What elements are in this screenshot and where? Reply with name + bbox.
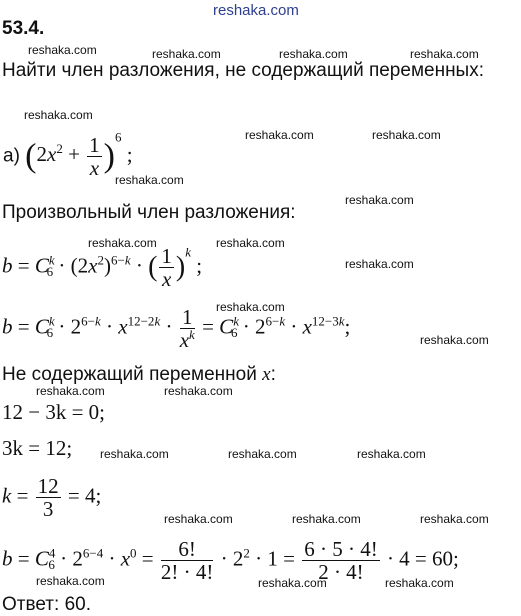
equation-3: k = $\frac{12}{3}$ = 4; bbox=[2, 474, 102, 522]
watermark: reshaka.com bbox=[245, 128, 314, 142]
fraction: $\frac{1}{x}$ bbox=[89, 133, 100, 181]
watermark: reshaka.com bbox=[28, 43, 97, 57]
watermark: reshaka.com bbox=[258, 576, 327, 590]
watermark: reshaka.com bbox=[100, 447, 169, 461]
watermark: reshaka.com bbox=[164, 512, 233, 526]
problem-number: 53.4. bbox=[2, 18, 45, 39]
watermark: reshaka.com bbox=[345, 257, 414, 271]
answer-label: Ответ: bbox=[2, 594, 60, 615]
part-a-expression: а) ($2x^2$ + $\frac{1}{x}$ )$^6$ ; bbox=[3, 129, 133, 181]
final-computation: $b = C^4_6 \cdot 2^{6-4} \cdot x^0$ = $\frac{6!}{2! \cdot 4!}$ · $2^2 \cdot 1$ = $\frac{6 \cdot 5 \cdot 4!}{2 \cdot 4!}$ · 4 = 60; bbox=[2, 537, 459, 585]
watermark: reshaka.com bbox=[36, 574, 105, 588]
watermark: reshaka.com bbox=[372, 128, 441, 142]
watermark: reshaka.com bbox=[357, 447, 426, 461]
watermark: reshaka.com bbox=[279, 47, 348, 61]
variable-x: x bbox=[262, 364, 271, 385]
watermark: reshaka.com bbox=[152, 47, 221, 61]
problem-statement: Найти член разложения, не содержащий переменных: bbox=[2, 60, 484, 81]
watermark: reshaka.com bbox=[385, 576, 454, 590]
watermark: reshaka.com bbox=[115, 173, 184, 187]
watermark: reshaka.com bbox=[216, 236, 285, 250]
equation-1: 12 − 3k = 0; bbox=[2, 400, 106, 424]
watermark: reshaka.com bbox=[88, 236, 157, 250]
simplified-formula: $b = C^k_6 \cdot 2^{6-k} \cdot x^{12-2k}$ · $\frac{1}{x^k}$ = $C^k_6 \cdot 2^{6-k} \cdot x^{12-3k}$; bbox=[2, 305, 351, 353]
watermark: reshaka.com bbox=[24, 108, 93, 122]
no-variable-text: Не содержащий переменной bbox=[2, 364, 257, 385]
answer-value: 60. bbox=[64, 594, 91, 615]
watermark: reshaka.com bbox=[420, 512, 489, 526]
part-label: а) bbox=[3, 145, 20, 167]
watermark-top: reshaka.com bbox=[213, 2, 299, 19]
exponent: 6 bbox=[114, 129, 122, 145]
watermark: reshaka.com bbox=[345, 193, 414, 207]
watermark: reshaka.com bbox=[228, 447, 297, 461]
no-variable-heading: Не содержащий переменной x: bbox=[2, 364, 276, 385]
watermark: reshaka.com bbox=[292, 512, 361, 526]
watermark: reshaka.com bbox=[410, 47, 479, 61]
equation-2: 3k = 12; bbox=[2, 436, 73, 460]
watermark: reshaka.com bbox=[216, 300, 285, 314]
general-term-heading: Произвольный член разложения: bbox=[2, 202, 296, 223]
watermark: reshaka.com bbox=[420, 333, 489, 347]
answer bbox=[2, 594, 91, 616]
watermark: reshaka.com bbox=[164, 384, 233, 398]
watermark: reshaka.com bbox=[36, 384, 105, 398]
general-term-formula: $b = C^k_6 \cdot (2x^2)^{6-k}$ · ( $\frac{1}{x}$ )$^k$ ; bbox=[2, 244, 203, 292]
